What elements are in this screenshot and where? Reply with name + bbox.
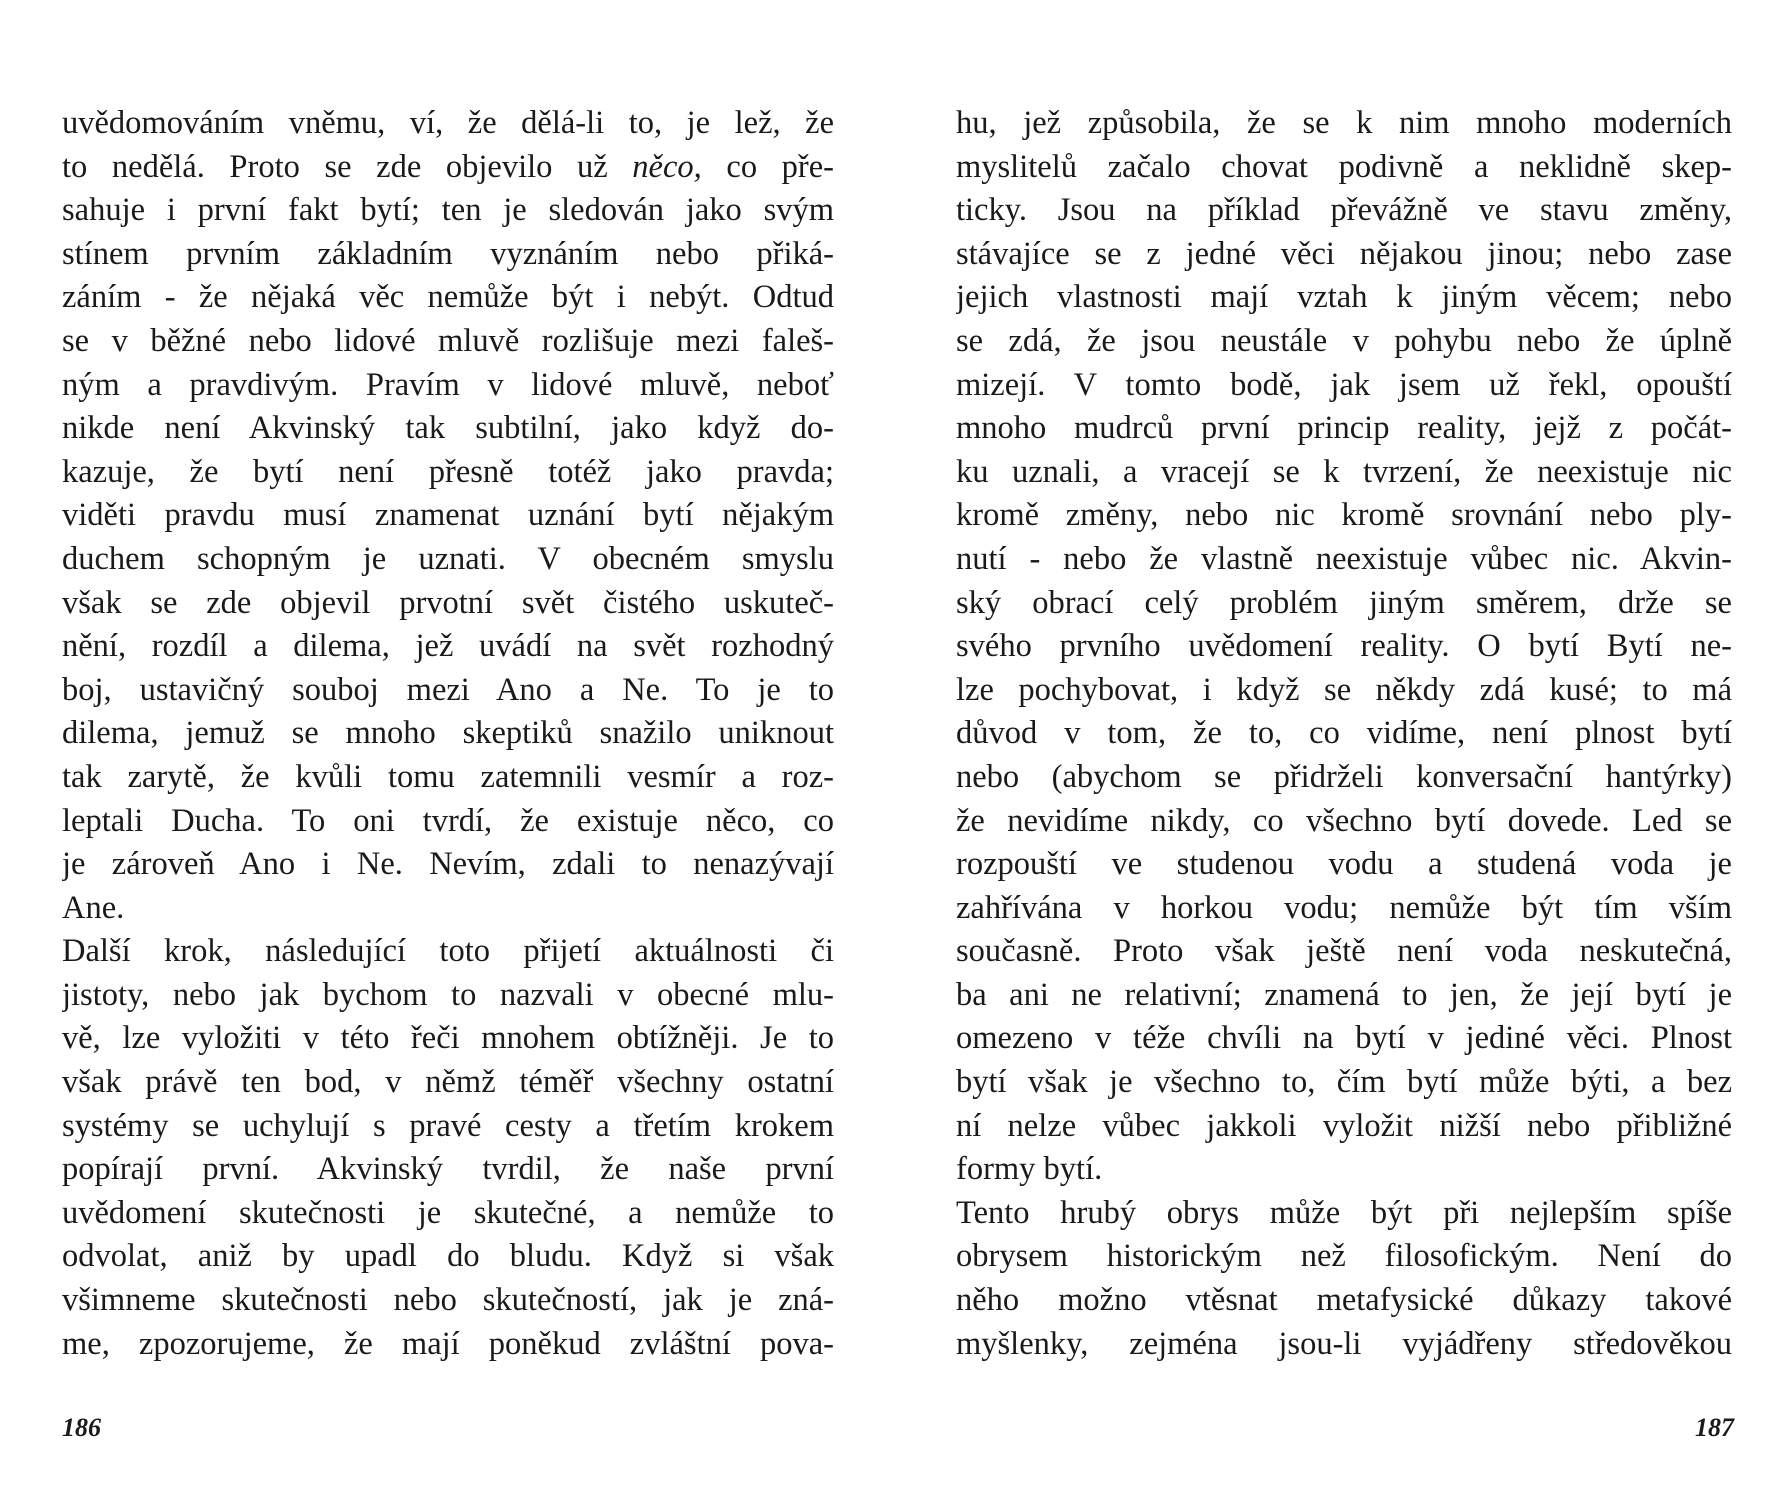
text-line: bytí však je všechno to, čím bytí může býti, a bez (956, 1064, 1732, 1101)
text-line: sahuje i první fakt bytí; ten je sledován jako svým (62, 192, 834, 229)
text-line: jejich vlastnosti mají vztah k jiným věcem; nebo (956, 279, 1732, 316)
page-number-right: 187 (1695, 1413, 1734, 1442)
text-line: nutí - nebo že vlastně neexistuje vůbec nic. Akvin- (956, 540, 1732, 577)
text-line: myšlenky, zejména jsou-li vyjádřeny středověkou (956, 1325, 1732, 1362)
text-line: důvod v tom, že to, co vidíme, není plnost bytí (956, 715, 1732, 752)
text-line: je zároveň Ano i Ne. Nevím, zdali to nenazývají (62, 846, 834, 883)
text-line: mnoho mudrců první princip reality, jejž z počát- (956, 410, 1732, 447)
text-line: kromě změny, nebo nic kromě srovnání nebo ply- (956, 497, 1732, 534)
text-line: hu, jež způsobila, že se k nim mnoho moderních (956, 105, 1732, 141)
text-line: však se zde objevil prvotní svět čistého uskuteč- (62, 584, 834, 621)
text-line: boj, ustavičný souboj mezi Ano a Ne. To je to (62, 671, 834, 708)
text-line: odvolat, aniž by upadl do bludu. Když si však (62, 1238, 834, 1275)
left-page (62, 102, 834, 1366)
text-line: současně. Proto však ještě není voda neskutečná, (956, 933, 1732, 970)
text-line: ský obrací celý problém jiným směrem, drže se (956, 584, 1732, 621)
text-line: vě, lze vyložiti v této řeči mnohem obtížněji. Je to (62, 1020, 834, 1057)
text-line: uvědomení skutečnosti je skutečné, a nemůže to (62, 1194, 834, 1231)
text-line: leptali Ducha. To oni tvrdí, že existuje něco, co (62, 802, 834, 839)
text-line: duchem schopným je uznati. V obecném smyslu (62, 540, 834, 577)
text-line: lze pochybovat, i když se někdy zdá kusé; to má (956, 671, 1732, 708)
text-line: dilema, jemuž se mnoho skeptiků snažilo uniknout (62, 715, 834, 752)
text-line (62, 146, 834, 190)
text-line: myslitelů začalo chovat podivně a neklidně skep- (956, 148, 1732, 185)
text-line: jistoty, nebo jak bychom to nazvali v obecné mlu- (62, 976, 834, 1013)
text-line: viděti pravdu musí znamenat uznání bytí nějakým (62, 497, 834, 534)
right-page (956, 102, 1732, 1366)
text-line: kazuje, že bytí není přesně totéž jako pravda; (62, 453, 834, 490)
text-line: systémy se uchylují s pravé cesty a třetím krokem (62, 1107, 834, 1144)
text-line: stávajíce se z jedné věci nějakou jinou; nebo zase (956, 235, 1732, 272)
text-line: ní nelze vůbec jakkoli vyložit nižší nebo přibližné (956, 1107, 1732, 1144)
text-line: záním - že nějaká věc nemůže být i nebýt. Odtud (62, 279, 834, 316)
text-line: nebo (abychom se přidrželi konversační hantýrky) (956, 758, 1732, 795)
text-line: svého prvního uvědomení reality. O bytí Bytí ne- (956, 628, 1732, 665)
text-line: omezeno v téže chvíli na bytí v jediné věci. Plnost (956, 1020, 1732, 1057)
page-number-left: 186 (62, 1413, 101, 1442)
text-line: obrysem historickým než filosofickým. Není do (956, 1238, 1732, 1275)
text-line: rozpouští ve studenou vodu a studená voda je (956, 846, 1732, 883)
text-line: Tento hrubý obrys může být při nejlepším spíše (956, 1194, 1732, 1231)
text-line: ticky. Jsou na příklad převážně ve stavu změny, (956, 192, 1732, 229)
text-line: Další krok, následující toto přijetí aktuálnosti či (62, 933, 834, 970)
text-line: něho možno vtěsnat metafysické důkazy takové (956, 1282, 1732, 1319)
text-span: to nedělá. Proto se zde objevilo už (62, 148, 633, 185)
text-line: nění, rozdíl a dilema, jež uvádí na svět rozhodný (62, 628, 834, 665)
text-line: nikde není Akvinský tak subtilní, jako když do- (62, 410, 834, 447)
text-line: ba ani ne relativní; znamená to jen, že její bytí je (956, 976, 1732, 1013)
text-line: Ane. (62, 889, 125, 926)
text-line: ku uznali, a vracejí se k tvrzení, že neexistuje nic (956, 453, 1732, 490)
text-line: stínem prvním základním vyznáním nebo přiká- (62, 235, 834, 272)
text-line: formy bytí. (956, 1151, 1103, 1188)
text-line: se v běžné nebo lidové mluvě rozlišuje mezi faleš- (62, 322, 834, 359)
text-line: zahřívána v horkou vodu; nemůže být tím vším (956, 889, 1732, 926)
text-line: me, zpozorujeme, že mají poněkud zvláštní pova- (62, 1325, 834, 1362)
text-line: se zdá, že jsou neustále v pohybu nebo že úplně (956, 322, 1732, 359)
text-line: uvědomováním vněmu, ví, že dělá-li to, je lež, že (62, 105, 834, 141)
text-line: že nevidíme nikdy, co všechno bytí dovede. Led se (956, 802, 1732, 839)
text-line: tak zarytě, že kvůli tomu zatemnili vesmír a roz- (62, 758, 834, 795)
text-line: všimneme skutečnosti nebo skutečností, jak je zná- (62, 1282, 834, 1319)
text-line: mizejí. V tomto bodě, jak jsem už řekl, opouští (956, 366, 1732, 403)
text-span: co pře- (701, 148, 834, 185)
text-line: však právě ten bod, v němž téměř všechny ostatní (62, 1064, 834, 1101)
text-line: popírají první. Akvinský tvrdil, že naše první (62, 1151, 834, 1188)
italic-word: něco, (632, 148, 702, 185)
text-line: ným a pravdivým. Pravím v lidové mluvě, neboť (62, 366, 834, 403)
